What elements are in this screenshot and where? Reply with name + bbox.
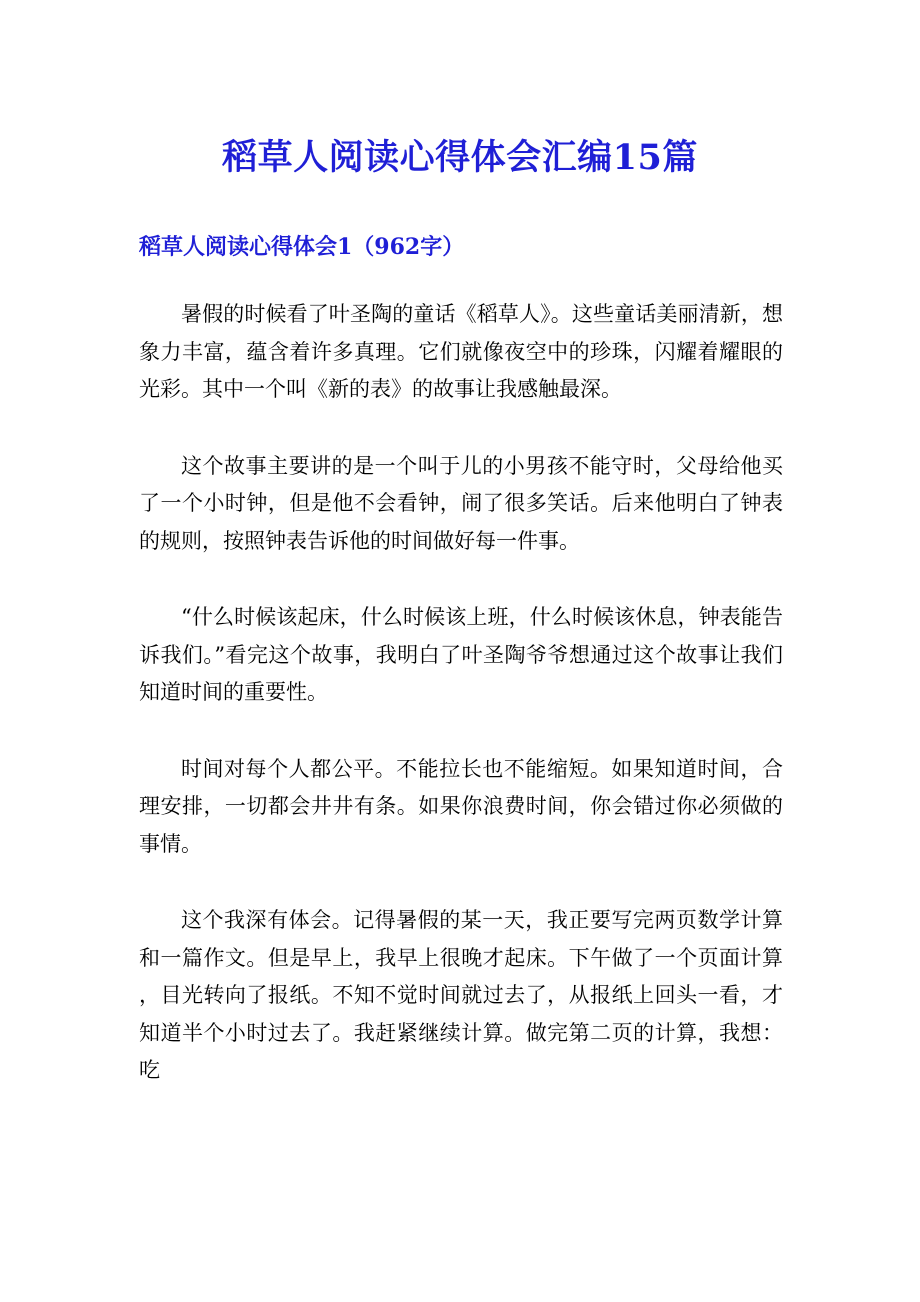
section-heading: 稻草人阅读心得体会1（962字）: [139, 234, 465, 260]
paragraph-1: 暑假的时候看了叶圣陶的童话《稻草人》。这些童话美丽清新，想象力丰富，蕴含着许多真理。它们就像夜空中的珍珠，闪耀着耀眼的光彩。其中一个叫《新的表》的故事让我感触最深。: [139, 302, 783, 401]
paragraph-5: 这个我深有体会。记得暑假的某一天，我正要写完两页数学计算和一篇作文。但是早上，我早上很晚才起床。下午做了一个页面计算，目光转向了报纸。不知不觉时间就过去了，从报纸上回头一看，才知道半个小时过去了。我赶紧继续计算。做完第二页的计算，我想：吃: [139, 908, 783, 1082]
document-body: [139, 296, 783, 1129]
paragraph-2: 这个故事主要讲的是一个叫于儿的小男孩不能守时，父母给他买了一个小时钟，但是他不会看钟，闹了很多笑话。后来他明白了钟表的规则，按照钟表告诉他的时间做好每一件事。: [139, 453, 783, 553]
paragraph-3: “什么时候该起床，什么时候该上班，什么时候该休息，钟表能告诉我们。”看完这个故事，我明白了叶圣陶爷爷想通过这个故事让我们知道时间的重要性。: [139, 605, 783, 704]
paragraph-4: 时间对每个人都公平。不能拉长也不能缩短。如果知道时间，合理安排，一切都会井井有条。如果你浪费时间，你会错过你必须做的事情。: [139, 756, 783, 856]
document-title: 稻草人阅读心得体会汇编15篇: [222, 137, 698, 178]
